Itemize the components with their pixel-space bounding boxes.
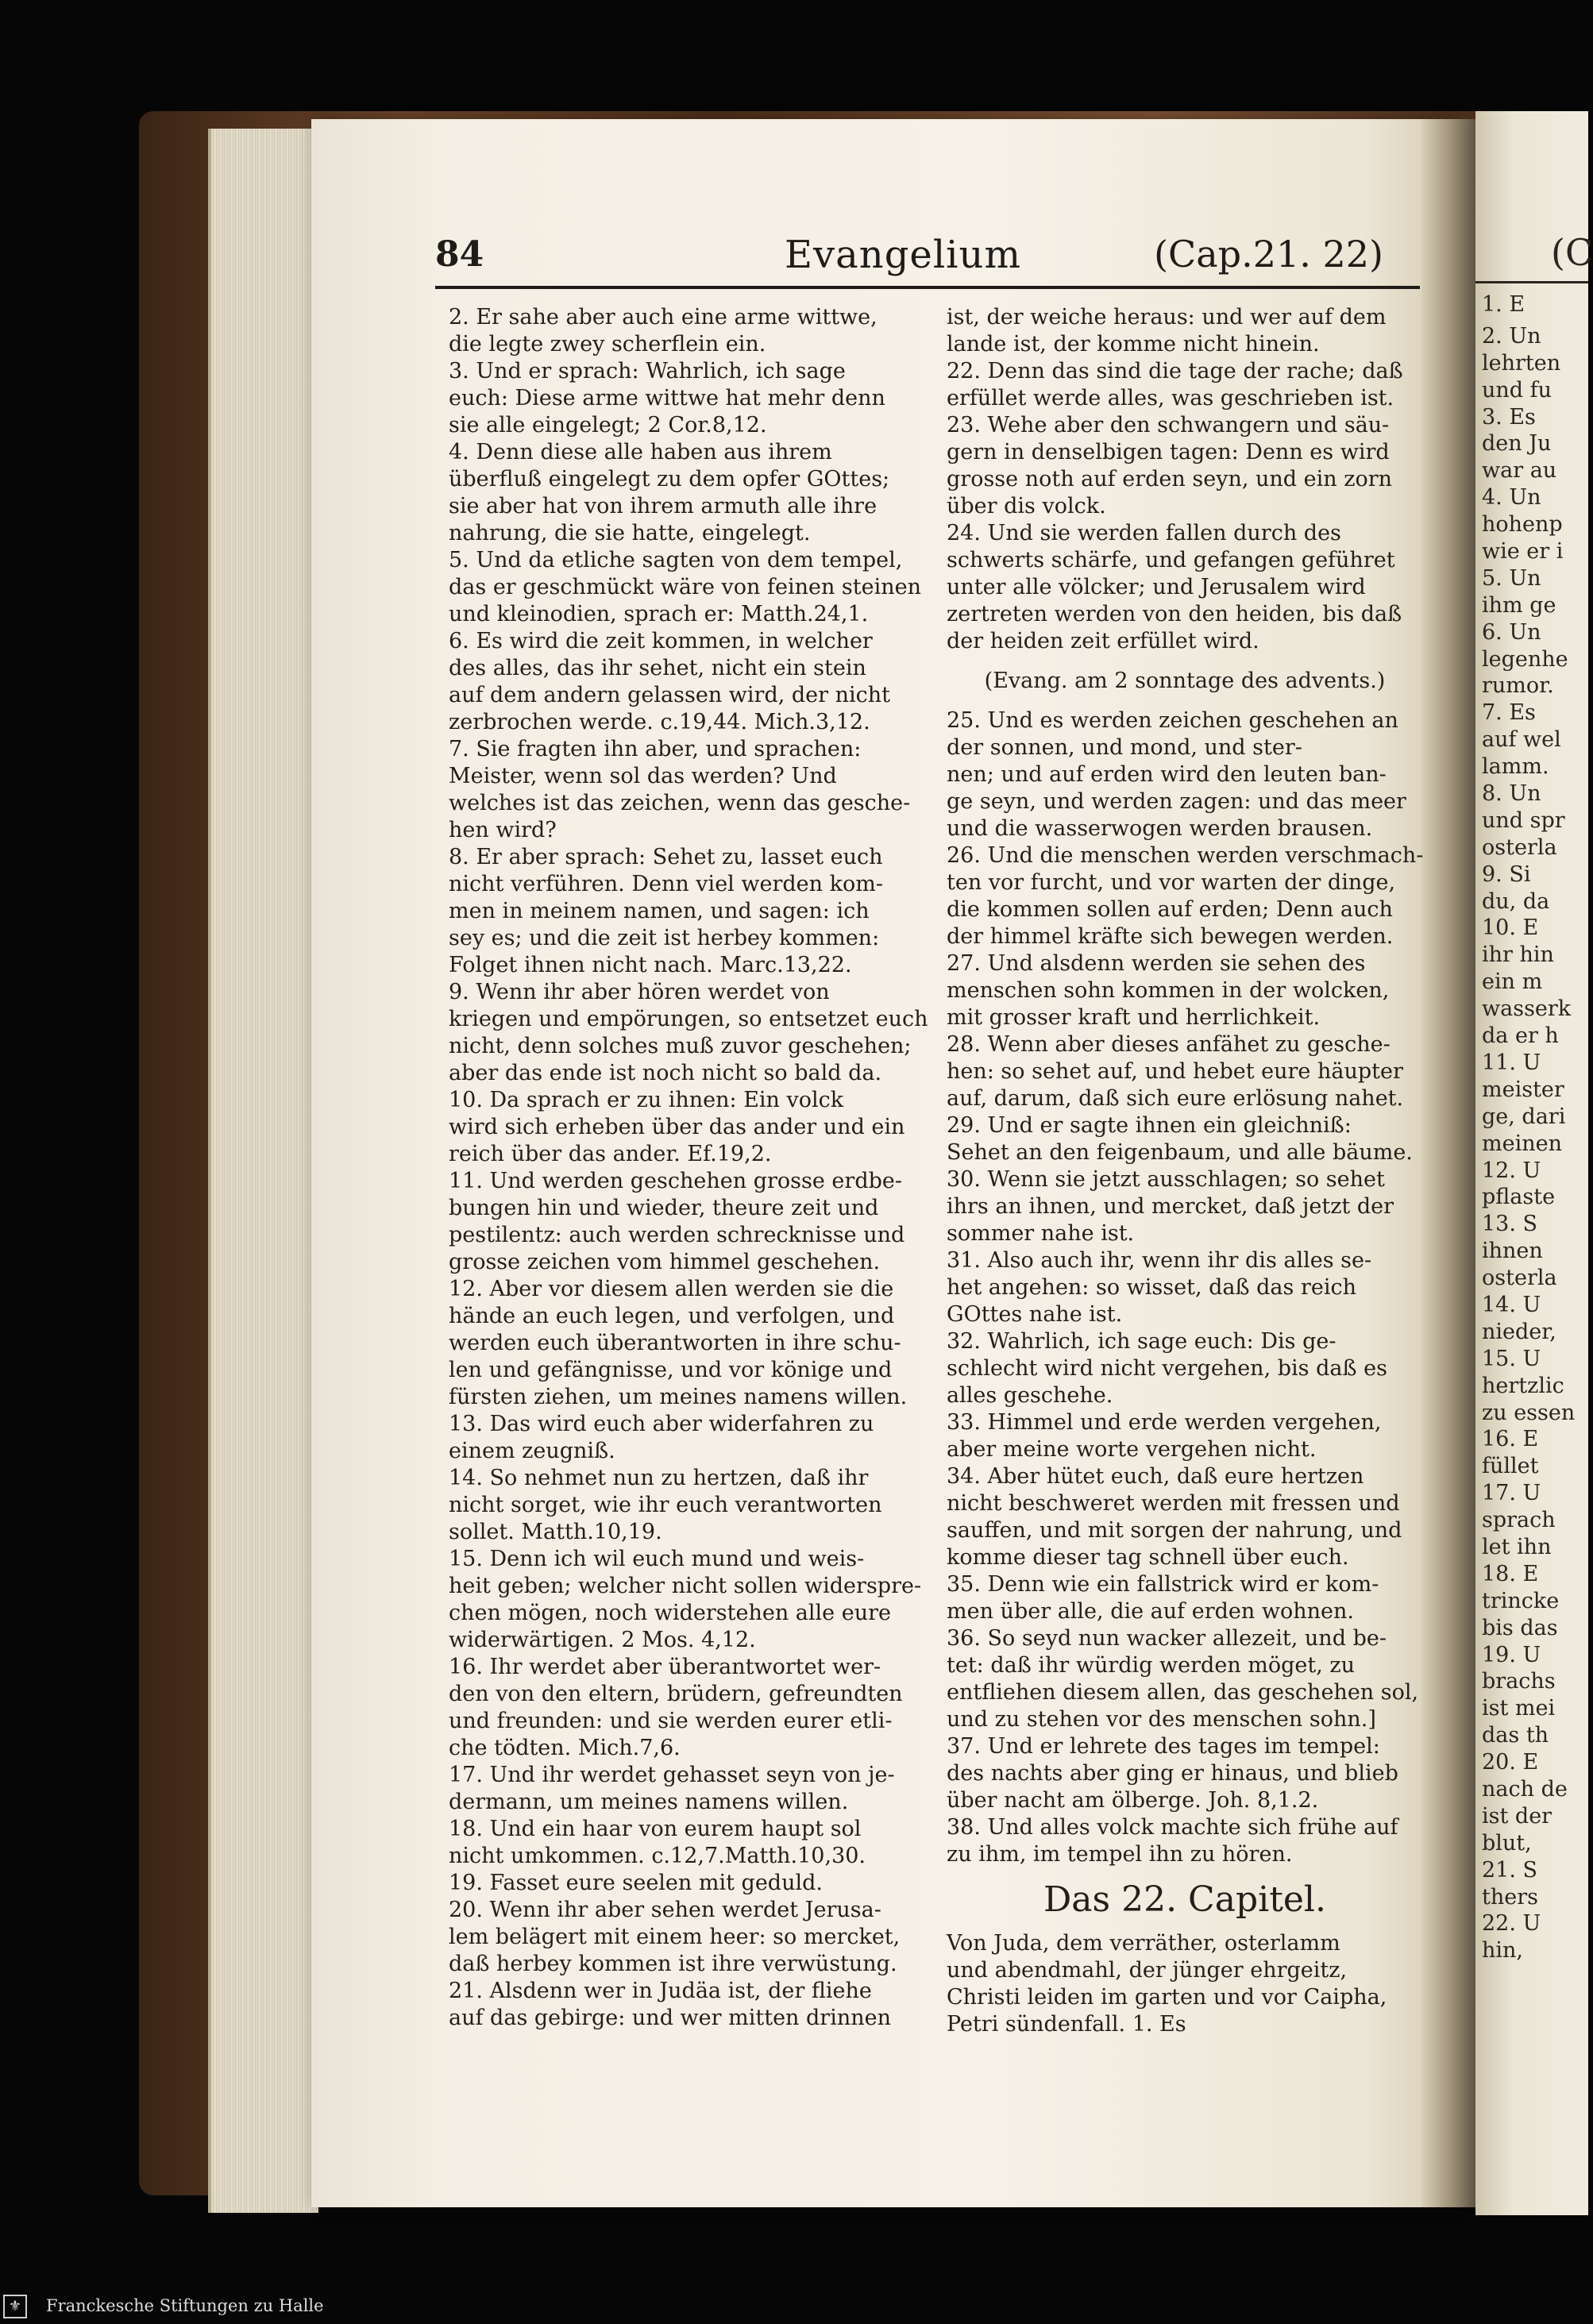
text-line: ge, dari: [1482, 1104, 1566, 1129]
text-line: 19. U: [1482, 1642, 1541, 1667]
text-line: 7. Es: [1482, 700, 1536, 726]
text-line: nicht beschweret werden mit fressen und: [947, 1491, 1400, 1516]
text-line: 13. S: [1482, 1212, 1538, 1237]
text-line: 22. U: [1482, 1911, 1541, 1937]
text-line: ist mei: [1482, 1696, 1556, 1721]
text-line: zu ihm, im tempel ihn zu hören.: [947, 1842, 1293, 1867]
text-line: 38. Und alles volck machte sich frühe auf: [947, 1815, 1398, 1840]
text-line: auf, darum, daß sich eure erlösung nahet.: [947, 1086, 1404, 1111]
text-line: pflaste: [1482, 1185, 1556, 1210]
text-line: welches ist das zeichen, wenn das gesche-: [449, 791, 911, 815]
next-page-header: (C: [1551, 231, 1593, 274]
text-line: auf dem andern gelassen wird, der nicht: [449, 683, 891, 707]
text-line: 19. Fasset eure seelen mit geduld.: [449, 1871, 823, 1895]
text-line: meinen: [1482, 1131, 1562, 1156]
text-line: der himmel kräfte sich bewegen werden.: [947, 924, 1394, 949]
header-rule: [435, 286, 1420, 289]
text-line: 6. Es wird die zeit kommen, in welcher: [449, 629, 873, 653]
text-line: 26. Und die menschen werden verschmach-: [947, 843, 1424, 868]
text-line: 3. Es: [1482, 404, 1536, 430]
text-line: das er geschmückt wäre von feinen steinen: [449, 575, 922, 599]
text-line: der sonnen, und mond, und ster-: [947, 735, 1302, 760]
left-text-column: [449, 304, 933, 2032]
chapter-reference: (Cap.21. 22): [1154, 233, 1383, 276]
text-line: 14. So nehmet nun zu hertzen, daß ihr: [449, 1466, 869, 1490]
text-line: Folget ihnen nicht nach. Marc.13,22.: [449, 953, 852, 977]
running-title: Evangelium: [785, 233, 1021, 277]
text-line: ge seyn, und werden zagen: und das meer: [947, 789, 1406, 814]
next-page-rule: [1475, 281, 1588, 283]
text-line: ihnen: [1482, 1239, 1543, 1264]
text-line: 20. E: [1482, 1750, 1539, 1775]
text-line: unter alle völcker; und Jerusalem wird: [947, 575, 1366, 599]
text-line: 5. Un: [1482, 565, 1541, 591]
text-line: 2. Un: [1482, 323, 1541, 349]
text-line: schwerts schärfe, und gefangen geführet: [947, 548, 1395, 572]
text-line: 7. Sie fragten ihn aber, und sprachen:: [449, 737, 862, 761]
text-line: pestilentz: auch werden schrecknisse und: [449, 1223, 905, 1247]
text-line: 31. Also auch ihr, wenn ihr dis alles se-: [947, 1248, 1372, 1273]
text-line: 8. Er aber sprach: Sehet zu, lasset euch: [449, 845, 883, 869]
text-line: 30. Wenn sie jetzt ausschlagen; so sehet: [947, 1167, 1385, 1192]
text-line: entfliehen diesem allen, das geschehen sol,: [947, 1680, 1419, 1705]
text-line: 23. Wehe aber den schwangern und säu-: [947, 413, 1390, 437]
text-line: osterla: [1482, 1266, 1557, 1291]
text-line: 10. E: [1482, 915, 1539, 941]
text-line: 8. Un: [1482, 781, 1541, 807]
text-line: mit grosser kraft und herrlichkeit.: [947, 1005, 1321, 1030]
text-line: 12. Aber vor diesem allen werden sie die: [449, 1277, 894, 1301]
text-line: aber meine worte vergehen nicht.: [947, 1437, 1317, 1462]
text-line: Petri sündenfall. 1. Es: [947, 2012, 1186, 2037]
text-line: 18. Und ein haar von eurem haupt sol: [449, 1817, 862, 1841]
text-line: 32. Wahrlich, ich sage euch: Dis ge-: [947, 1329, 1336, 1354]
text-line: nicht, denn solches muß zuvor geschehen;: [449, 1034, 912, 1058]
text-line: 4. Un: [1482, 485, 1541, 511]
text-line: kriegen und empörungen, so entsetzet euch: [449, 1007, 928, 1031]
text-line: euch: Diese arme wittwe hat mehr denn: [449, 386, 885, 410]
next-page-fragment: [1475, 111, 1593, 2215]
text-line: Von Juda, dem verräther, osterlamm: [947, 1931, 1340, 1956]
text-line: der heiden zeit erfüllet wird.: [947, 629, 1259, 653]
text-line: rumor.: [1482, 673, 1554, 699]
text-line: 4. Denn diese alle haben aus ihrem: [449, 440, 832, 464]
text-line: bungen hin und wieder, theure zeit und: [449, 1196, 879, 1220]
text-line: über nacht am ölberge. Joh. 8,1.2.: [947, 1788, 1319, 1813]
book-gutter: [1421, 119, 1477, 2207]
text-line: gern in denselbigen tagen: Denn es wird: [947, 440, 1390, 464]
text-line: zerbrochen werde. c.19,44. Mich.3,12.: [449, 710, 870, 734]
text-line: men in meinem namen, und sagen: ich: [449, 899, 870, 923]
text-line: war au: [1482, 458, 1557, 484]
text-line: ihrs an ihnen, und mercket, daß jetzt der: [947, 1194, 1394, 1219]
text-line: legenhe: [1482, 646, 1568, 672]
text-line: überfluß eingelegt zu dem opfer GOttes;: [449, 467, 890, 491]
text-line: ihr hin: [1482, 942, 1554, 968]
text-line: und abendmahl, der jünger ehrgeitz,: [947, 1958, 1348, 1983]
text-line: 12. U: [1482, 1158, 1541, 1183]
text-line: menschen sohn kommen in der wolcken,: [947, 978, 1390, 1003]
text-line: ihm ge: [1482, 592, 1556, 618]
text-line: men über alle, die auf erden wohnen.: [947, 1599, 1354, 1624]
text-line: des alles, das ihr sehet, nicht ein stein: [449, 656, 866, 680]
text-line: heit geben; welcher nicht sollen widerspre-: [449, 1574, 922, 1598]
text-line: sommer nahe ist.: [947, 1221, 1135, 1246]
text-line: 25. Und es werden zeichen geschehen an: [947, 708, 1398, 733]
text-line: über dis volck.: [947, 494, 1106, 518]
text-line: grosse zeichen vom himmel geschehen.: [449, 1250, 881, 1274]
text-line: lehrten: [1482, 350, 1561, 376]
footer-label: Franckesche Stiftungen zu Halle: [46, 2296, 324, 2315]
text-line: 28. Wenn aber dieses anfähet zu gesche-: [947, 1032, 1390, 1057]
verses-25-38: [947, 707, 1423, 1868]
text-line: das th: [1482, 1723, 1549, 1748]
text-line: Sehet an den feigenbaum, und alle bäume.: [947, 1140, 1413, 1165]
text-line: den Ju: [1482, 431, 1552, 457]
text-line: nieder,: [1482, 1319, 1556, 1344]
text-line: meister: [1482, 1077, 1564, 1102]
text-line: hin,: [1482, 1938, 1523, 1964]
text-line: 15. U: [1482, 1346, 1541, 1371]
text-line: 29. Und er sagte ihnen ein gleichniß:: [947, 1113, 1352, 1138]
text-line: erfüllet werde alles, was geschrieben ist.: [947, 386, 1394, 410]
text-line: brachs: [1482, 1669, 1556, 1694]
text-line: tet: daß ihr würdig werden möget, zu: [947, 1653, 1356, 1678]
text-line: 21. Alsdenn wer in Judäa ist, der fliehe: [449, 1979, 872, 2003]
text-line: nen; und auf erden wird den leuten ban-: [947, 762, 1387, 787]
text-line: 33. Himmel und erde werden vergehen,: [947, 1410, 1382, 1435]
text-line: 11. U: [1482, 1050, 1541, 1075]
text-line: lande ist, der komme nicht hinein.: [947, 332, 1320, 357]
text-line: 9. Wenn ihr aber hören werdet von: [449, 980, 830, 1004]
text-line: 15. Denn ich wil euch mund und weis-: [449, 1547, 865, 1571]
text-line: het angehen: so wisset, daß das reich: [947, 1275, 1356, 1300]
spacer: [947, 695, 1423, 707]
text-line: und spr: [1482, 807, 1565, 833]
text-line: osterla: [1482, 834, 1557, 860]
text-line: 16. Ihr werdet aber überantwortet wer-: [449, 1655, 881, 1679]
text-line: 20. Wenn ihr aber sehen werdet Jerusa-: [449, 1898, 881, 1922]
next-page-first-line: 1. E: [1482, 292, 1526, 317]
spacer: [947, 655, 1423, 668]
text-line: 21. S: [1482, 1857, 1538, 1883]
text-line: 22. Denn das sind die tage der rache; daß: [947, 359, 1403, 383]
text-line: hertzlic: [1482, 1373, 1564, 1398]
text-line: 2. Er sahe aber auch eine arme wittwe,: [449, 305, 878, 330]
text-line: nicht verführen. Denn viel werden kom-: [449, 872, 883, 896]
text-line: fürsten ziehen, um meines namens willen.: [449, 1385, 908, 1409]
text-line: sprach: [1482, 1508, 1556, 1533]
text-line: schlecht wird nicht vergehen, bis daß es: [947, 1356, 1387, 1381]
text-line: sey es; und die zeit ist herbey kommen:: [449, 926, 880, 950]
text-line: 17. U: [1482, 1481, 1541, 1506]
text-line: sie alle eingelegt; 2 Cor.8,12.: [449, 413, 767, 437]
text-line: die legte zwey scherflein ein.: [449, 332, 766, 357]
text-line: ein m: [1482, 969, 1543, 995]
text-line: 34. Aber hütet euch, daß eure hertzen: [947, 1464, 1364, 1489]
text-line: Meister, wenn sol das werden? Und: [449, 764, 837, 788]
text-line: reich über das ander. Ef.19,2.: [449, 1142, 772, 1166]
text-line: 11. Und werden geschehen grosse erdbe-: [449, 1169, 902, 1193]
verses-21-24: [947, 304, 1423, 655]
right-text-column: [947, 304, 1423, 2038]
page-header: [435, 234, 1412, 282]
text-line: komme dieser tag schnell über euch.: [947, 1545, 1349, 1570]
text-line: 14. U: [1482, 1292, 1541, 1317]
text-line: trincke: [1482, 1588, 1560, 1613]
text-line: nicht umkommen. c.12,7.Matth.10,30.: [449, 1844, 866, 1868]
text-line: 18. E: [1482, 1561, 1539, 1586]
gospel-reading-heading: (Evang. am 2 sonntage des advents.): [984, 669, 1386, 693]
text-line: 24. Und sie werden fallen durch des: [947, 521, 1341, 545]
text-line: 16. E: [1482, 1427, 1539, 1452]
text-line: 13. Das wird euch aber widerfahren zu: [449, 1412, 874, 1436]
text-line: auf wel: [1482, 727, 1561, 753]
text-line: und freunden: und sie werden eurer etli-: [449, 1709, 893, 1733]
chapter-summary: [947, 1930, 1423, 2038]
text-line: füllet: [1482, 1454, 1539, 1479]
text-line: aber das ende ist noch nicht so bald da.: [449, 1061, 882, 1085]
text-line: thers: [1482, 1884, 1538, 1910]
text-line: Christi leiden im garten und vor Caipha,: [947, 1985, 1387, 2010]
text-line: und fu: [1482, 377, 1552, 403]
text-line: den von den eltern, brüdern, gefreundten: [449, 1682, 903, 1706]
text-line: hohenp: [1482, 512, 1563, 538]
text-line: da er h: [1482, 1023, 1559, 1049]
text-line: lem belägert mit einem heer: so mercket,: [449, 1925, 901, 1949]
text-line: und die wasserwogen werden brausen.: [947, 816, 1373, 841]
text-line: ten vor furcht, und vor warten der dinge,: [947, 870, 1396, 895]
text-line: werden euch überantworten in ihre schu-: [449, 1331, 901, 1355]
text-line: GOttes nahe ist.: [947, 1302, 1123, 1327]
text-line: widerwärtigen. 2 Mos. 4,12.: [449, 1628, 756, 1652]
text-line: zu essen: [1482, 1400, 1576, 1425]
text-line: chen mögen, noch widerstehen alle eure: [449, 1601, 891, 1625]
page-edges: [208, 129, 318, 2213]
text-line: hen wird?: [449, 818, 557, 842]
text-line: 27. Und alsdenn werden sie sehen des: [947, 951, 1366, 976]
text-line: nach de: [1482, 1776, 1568, 1802]
text-line: und zu stehen vor des menschen sohn.]: [947, 1707, 1376, 1732]
text-line: 9. Si: [1482, 861, 1531, 887]
library-seal-icon: ⚜: [3, 2295, 27, 2318]
text-line: lamm.: [1482, 754, 1549, 780]
text-line: 6. Un: [1482, 619, 1541, 645]
text-line: 10. Da sprach er zu ihnen: Ein volck: [449, 1088, 844, 1112]
text-line: len und gefängnisse, und vor könige und: [449, 1358, 893, 1382]
text-line: che tödten. Mich.7,6.: [449, 1736, 681, 1760]
text-line: ist, der weiche heraus: und wer auf dem: [947, 305, 1387, 330]
text-line: 5. Und da etliche sagten von dem tempel,: [449, 548, 903, 572]
text-line: des nachts aber ging er hinaus, und blieb: [947, 1761, 1398, 1786]
text-line: blut,: [1482, 1830, 1532, 1856]
text-line: hen: so sehet auf, und hebet eure häupter: [947, 1059, 1403, 1084]
text-line: die kommen sollen auf erden; Denn auch: [947, 897, 1393, 922]
text-line: wasserk: [1482, 996, 1572, 1022]
text-line: 37. Und er lehrete des tages im tempel:: [947, 1734, 1380, 1759]
text-line: ist der: [1482, 1803, 1552, 1829]
text-line: du, da: [1482, 888, 1550, 914]
text-line: einem zeugniß.: [449, 1439, 615, 1463]
text-line: 35. Denn wie ein fallstrick wird er kom-: [947, 1572, 1379, 1597]
text-line: 36. So seyd nun wacker allezeit, und be-: [947, 1626, 1387, 1651]
page-number: 84: [435, 234, 484, 275]
text-line: und kleinodien, sprach er: Matth.24,1.: [449, 602, 869, 626]
text-line: grosse noth auf erden seyn, und ein zorn: [947, 467, 1393, 491]
text-line: bis das: [1482, 1615, 1558, 1640]
chapter-title: Das 22. Capitel.: [1043, 1879, 1326, 1920]
text-line: dermann, um meines namens willen.: [449, 1790, 849, 1814]
text-line: zertreten werden von den heiden, bis daß: [947, 602, 1402, 626]
text-line: sauffen, und mit sorgen der nahrung, und: [947, 1518, 1402, 1543]
next-page-lines: [1475, 323, 1588, 1964]
text-line: sollet. Matth.10,19.: [449, 1520, 662, 1544]
text-line: alles geschehe.: [947, 1383, 1113, 1408]
text-line: daß herbey kommen ist ihre verwüstung.: [449, 1952, 897, 1976]
text-line: wie er i: [1482, 539, 1564, 565]
text-line: wird sich erheben über das ander und ein: [449, 1115, 905, 1139]
text-line: let ihn: [1482, 1534, 1552, 1559]
text-line: 3. Und er sprach: Wahrlich, ich sage: [449, 359, 846, 383]
text-line: hände an euch legen, und verfolgen, und: [449, 1304, 895, 1328]
text-line: nicht sorget, wie ihr euch verantworten: [449, 1493, 882, 1517]
text-line: 17. Und ihr werdet gehasset seyn von je-: [449, 1763, 895, 1787]
text-line: auf das gebirge: und wer mitten drinnen: [449, 2006, 891, 2030]
text-line: nahrung, die sie hatte, eingelegt.: [449, 521, 811, 545]
text-line: sie aber hat von ihrem armuth alle ihre: [449, 494, 878, 518]
